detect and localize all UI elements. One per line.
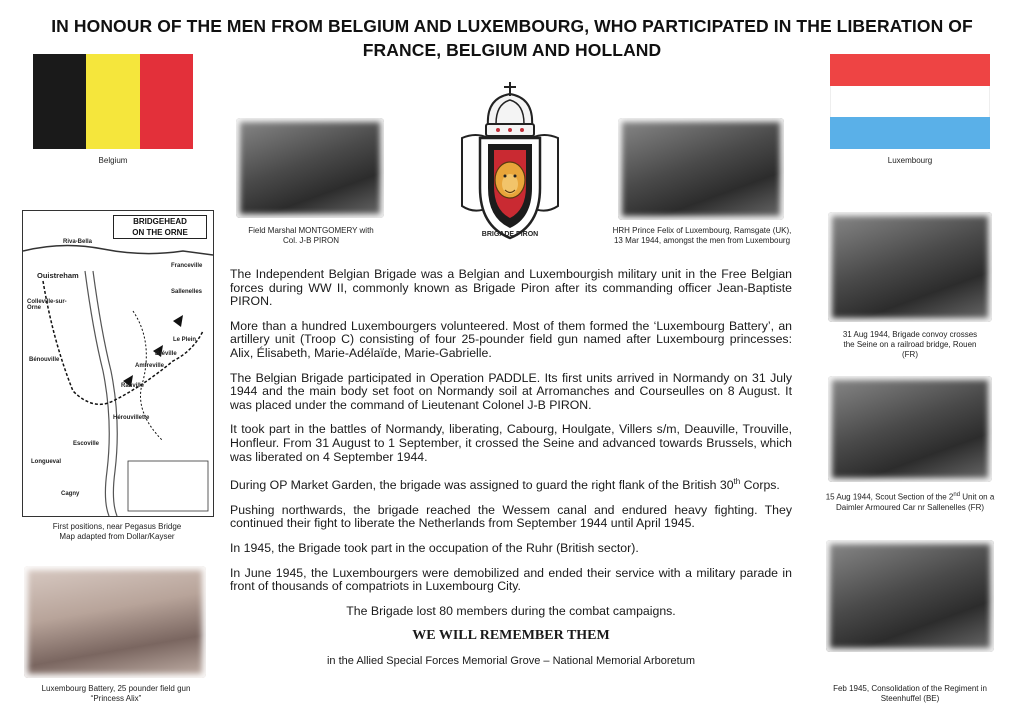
felix-photo — [618, 118, 784, 220]
belgium-flag-yellow — [86, 54, 139, 149]
paragraph-demobilized: In June 1945, the Luxembourgers were demobilized and ended their service with a military parade in front of thousands of compatriots in Luxembourg City. — [230, 565, 792, 594]
luxembourg-flag-red — [830, 54, 990, 86]
paragraph-ruhr: In 1945, the Brigade took part in the occupation of the Ruhr (British sector). — [230, 541, 639, 555]
map-place: Bréville — [155, 351, 177, 357]
paragraph-lost: The Brigade lost 80 members during the combat campaigns. — [346, 603, 676, 618]
map-place: Longueval — [31, 459, 62, 465]
map-place: Cagny — [61, 491, 80, 497]
bridge-photo — [828, 212, 992, 322]
paragraph-market-garden: During OP Market Garden, the brigade was assigned to guard the right flank of the British 30th Corps. — [230, 477, 780, 493]
montgomery-caption: Field Marshal MONTGOMERY with Col. J-B PIRON — [248, 226, 374, 245]
paragraph-paddle: The Belgian Brigade participated in Operation PADDLE. Its first units arrived in Normandy on 31 July 1944 and the main body set foot on Normandy soil at Arromanches and Courseulles on 8 August. It was placed under the command of Lieutenant Colonel J-B PIRON. — [230, 370, 792, 412]
map-place: Riva-Bella — [63, 239, 93, 245]
map-place: Le Plein — [173, 337, 197, 343]
steenhuffel-photo — [826, 540, 994, 652]
paragraph-volunteers: More than a hundred Luxembourgers volunteered. Most of them formed the ‘Luxembourg Battery’, an artillery unit (Troop C) consisting of four 25-pounder field gun named after Luxembourg princesses: Alix, Élisabeth, Marie-Adélaïde, Marie-Gabrielle. — [230, 318, 792, 360]
map-place: Ranville — [121, 383, 145, 389]
belgium-flag — [33, 54, 193, 149]
luxembourg-flag-blue — [830, 117, 990, 149]
map-caption: First positions, near Pegasus Bridge Map adapted from Dollar/Kayser — [52, 522, 182, 541]
lion-head-icon — [495, 162, 525, 198]
emblem-text: BRIGADE PIRON — [481, 231, 539, 238]
remember-heading: WE WILL REMEMBER THEM — [412, 628, 610, 644]
brigade-piron-emblem — [448, 76, 572, 244]
map-place: Ouistreham — [37, 271, 79, 280]
map-place: Colleville-sur-Orne — [27, 299, 67, 311]
map-place: Hérouvillette — [113, 415, 150, 421]
belgium-flag-black — [33, 54, 86, 149]
luxembourg-flag — [830, 54, 990, 149]
belgium-flag-red — [140, 54, 193, 149]
scout-photo — [828, 376, 992, 482]
body-text — [230, 268, 792, 669]
steenhuffel-caption: Feb 1945, Consolidation of the Regiment in Steenhuffel (BE) — [833, 684, 987, 703]
bridge-caption: 31 Aug 1944, Brigade convoy crosses the Seine on a railroad bridge, Rouen (FR) — [842, 330, 978, 359]
battery-caption: Luxembourg Battery, 25 pounder field gun “Princess Alix” — [41, 684, 191, 703]
belgium-caption: Belgium — [98, 156, 128, 165]
luxembourg-caption: Luxembourg — [887, 156, 933, 165]
luxembourg-flag-white — [830, 86, 990, 118]
felix-caption: HRH Prince Felix of Luxembourg, Ramsgate (UK), 13 Mar 1944, amongst the men from Luxembourg — [612, 226, 792, 245]
map-place: Sallenelles — [171, 289, 203, 295]
paragraph-normandy: It took part in the battles of Normandy, liberating, Cabourg, Houlgate, Villers s/m, Deauville, Trouville, Honfleur. From 31 August to 1 September, it crossed the Seine and advanced towards Brussels, which was liberated on 4 September 1944. — [230, 422, 792, 464]
map-place: Franceville — [171, 263, 203, 269]
map-title: BRIDGEHEAD ON THE ORNE — [113, 215, 207, 239]
map-place: Bénouville — [29, 357, 60, 363]
scout-caption: 15 Aug 1944, Scout Section of the 2nd Unit on a Daimler Armoured Car nr Sallenelles (FR) — [825, 492, 995, 512]
paragraph-wessem: Pushing northwards, the brigade reached the Wessem canal and endured heavy fighting. They continued their fight to liberate the Netherlands from September 1944 until April 1945. — [230, 502, 792, 531]
paragraph-intro: The Independent Belgian Brigade was a Belgian and Luxembourgish military unit in the Free Belgian forces during WW II, commonly known as Brigade Piron after its commanding officer Jean-Baptiste PIRON. — [230, 267, 792, 309]
montgomery-photo — [236, 118, 384, 218]
map-place: Amfreville — [135, 363, 165, 369]
grove-text: in the Allied Special Forces Memorial Grove – National Memorial Arboretum — [326, 654, 696, 667]
map-place: Escoville — [73, 441, 100, 447]
battery-photo — [24, 566, 206, 678]
crown-icon — [486, 82, 534, 136]
map-drawing — [23, 211, 213, 516]
page-title: IN HONOUR OF THE MEN FROM BELGIUM AND LUXEMBOURG, WHO PARTICIPATED IN THE LIBERATION OF FRANCE, BELGIUM AND HOLLAND — [51, 16, 973, 60]
bridgehead-map — [22, 210, 214, 517]
